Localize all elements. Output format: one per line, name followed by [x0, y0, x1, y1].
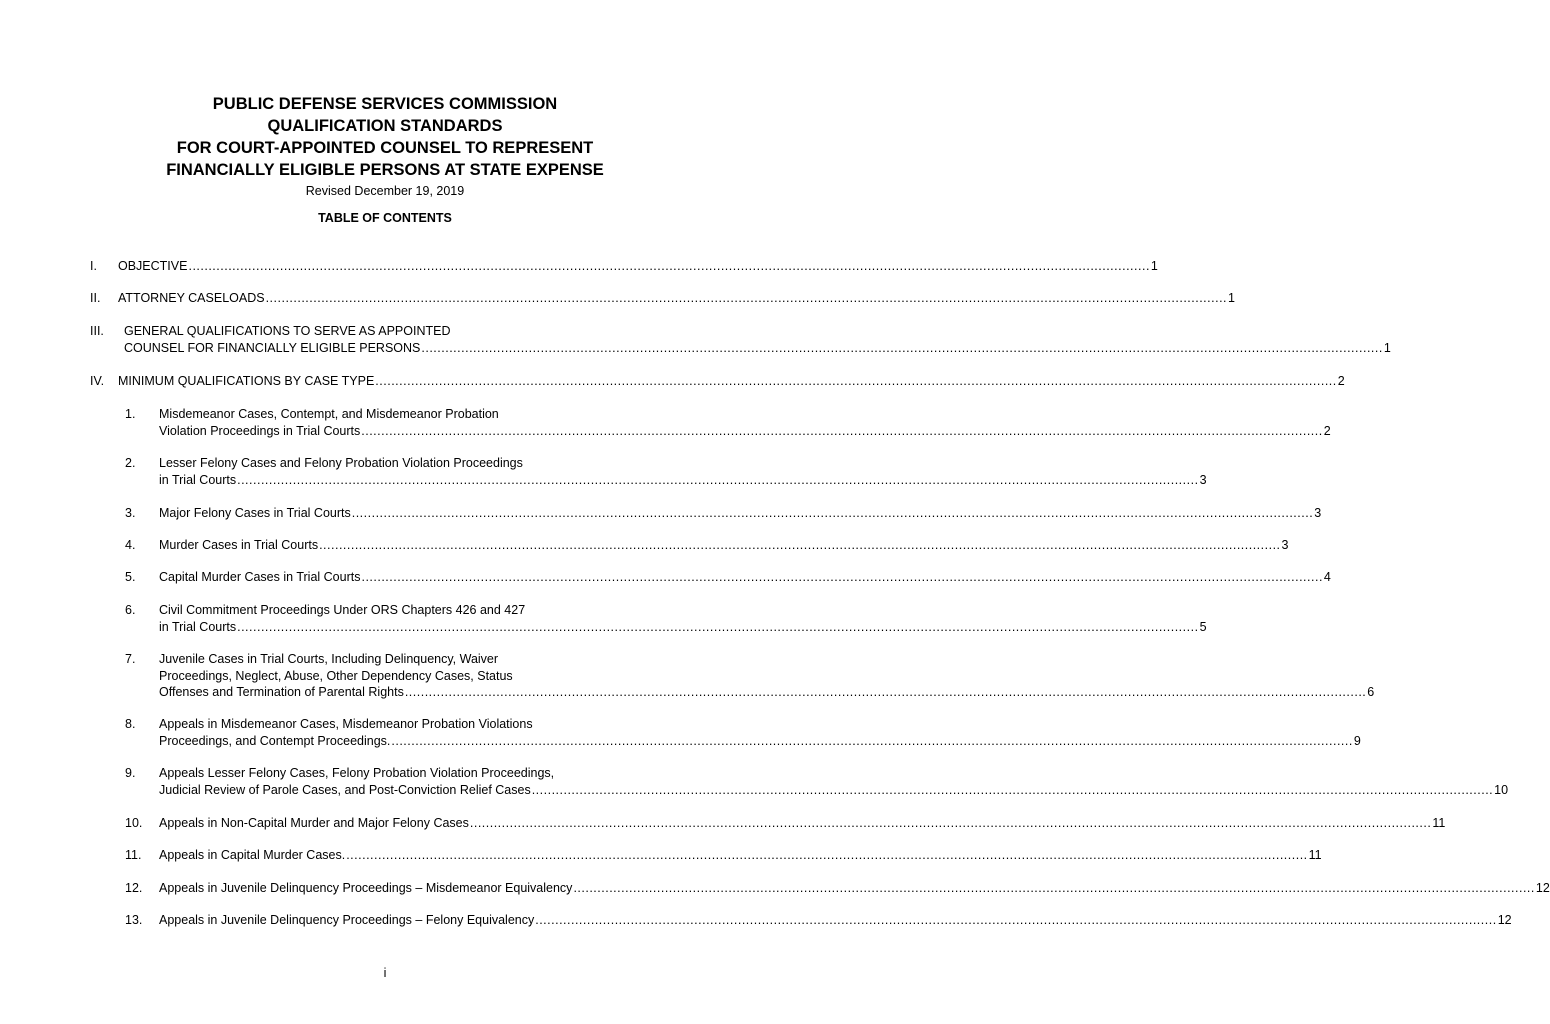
subsection-number: 4.: [125, 538, 136, 552]
toc-subsection[interactable]: [125, 505, 1322, 522]
subsection-number: 10.: [125, 816, 143, 830]
dot-leader: ..................................................................................................................................................................................................................................................: [535, 913, 1497, 927]
dot-leader: ..................................................................................................................................................................................................................................................: [237, 472, 1199, 487]
toc-subsection[interactable]: [125, 651, 1375, 702]
dot-leader: ..................................................................................................................................................................................................................................................: [375, 374, 1337, 388]
subsection-number: 7.: [125, 652, 136, 666]
subsection-title-line: in Trial Courts: [159, 619, 237, 634]
dot-leader: ..................................................................................................................................................................................................................................................: [421, 340, 1383, 355]
toc-section[interactable]: [90, 373, 1345, 390]
subsection-title: Appeals in Capital Murder Cases.: [159, 848, 346, 862]
title-line-3: FOR COURT-APPOINTED COUNSEL TO REPRESENT: [176, 139, 594, 157]
subsection-title: Murder Cases in Trial Courts: [159, 538, 319, 552]
page-ref: 1: [1228, 291, 1235, 305]
title-block: [0, 93, 770, 226]
subsection-number: 5.: [125, 570, 136, 584]
page-ref: 4: [1323, 570, 1331, 584]
page-ref: 2: [1337, 374, 1345, 388]
title-line-2: QUALIFICATION STANDARDS: [267, 117, 503, 135]
subsection-title-line: Misdemeanor Cases, Contempt, and Misdemeanor Probation: [159, 407, 499, 421]
dot-leader: ..................................................................................................................................................................................................................................................: [237, 619, 1199, 634]
subsection-title: Appeals in Juvenile Delinquency Proceedings – Misdemeanor Equivalency: [159, 881, 573, 895]
subsection-title-line: Appeals in Misdemeanor Cases, Misdemeanor Probation Violations: [159, 717, 533, 731]
dot-leader: ..................................................................................................................................................................................................................................................: [361, 570, 1323, 584]
revised-date: Revised December 19, 2019: [305, 184, 465, 198]
subsection-title-line: Lesser Felony Cases and Felony Probation Violation Proceedings: [159, 456, 523, 470]
page-ref: 1: [1150, 259, 1158, 273]
toc-subsection[interactable]: [125, 537, 1289, 554]
page-ref: 2: [1323, 423, 1331, 438]
dot-leader: ..................................................................................................................................................................................................................................................: [531, 782, 1494, 797]
subsection-title: Major Felony Cases in Trial Courts: [159, 506, 351, 520]
page-ref: 3: [1199, 472, 1207, 487]
dot-leader: ..................................................................................................................................................................................................................................................: [188, 259, 1150, 273]
subsection-number: 13.: [125, 913, 143, 927]
section-title: OBJECTIVE: [118, 259, 188, 273]
subsection-title-line: Violation Proceedings in Trial Courts: [159, 423, 361, 438]
section-title-line: GENERAL QUALIFICATIONS TO SERVE AS APPOINTED: [124, 324, 451, 338]
subsection-title: Capital Murder Cases in Trial Courts: [159, 570, 361, 584]
toc-subsection[interactable]: [125, 602, 1207, 636]
toc-subsection[interactable]: [125, 765, 1509, 799]
subsection-number: 1.: [125, 407, 136, 421]
page-ref: 10: [1494, 782, 1509, 797]
toc-section[interactable]: [90, 290, 1235, 307]
toc-subsection[interactable]: [125, 716, 1361, 750]
page-ref: 9: [1353, 733, 1361, 748]
title-line-1: PUBLIC DEFENSE SERVICES COMMISSION: [212, 95, 558, 113]
toc-subsection[interactable]: [125, 406, 1331, 440]
section-number: II.: [90, 291, 101, 305]
subsection-title-line: Appeals Lesser Felony Cases, Felony Probation Violation Proceedings,: [159, 766, 555, 780]
toc-subsection[interactable]: [125, 815, 1446, 832]
subsection-title-line: in Trial Courts: [159, 472, 237, 487]
dot-leader: ..................................................................................................................................................................................................................................................: [346, 848, 1308, 862]
page-ref: 3: [1281, 538, 1289, 552]
subsection-number: 2.: [125, 456, 136, 470]
title-line-4: FINANCIALLY ELIGIBLE PERSONS AT STATE EXPENSE: [166, 161, 604, 179]
toc-subsection[interactable]: [125, 847, 1322, 864]
dot-leader: ..................................................................................................................................................................................................................................................: [469, 816, 1432, 830]
subsection-number: 6.: [125, 603, 136, 617]
toc-subsection[interactable]: [125, 569, 1331, 586]
page-ref: 5: [1199, 619, 1207, 634]
section-title: MINIMUM QUALIFICATIONS BY CASE TYPE: [118, 374, 375, 388]
toc-subsection[interactable]: [125, 455, 1207, 489]
toc-subsection[interactable]: [125, 880, 1550, 897]
dot-leader: ..................................................................................................................................................................................................................................................: [351, 506, 1314, 520]
subsection-title: Appeals in Juvenile Delinquency Proceedings – Felony Equivalency: [159, 913, 535, 927]
section-title-line: COUNSEL FOR FINANCIALLY ELIGIBLE PERSONS: [124, 340, 421, 355]
toc-section[interactable]: [90, 258, 1158, 275]
page-ref: 1: [1383, 340, 1391, 355]
subsection-number: 3.: [125, 506, 136, 520]
subsection-title-line: Juvenile Cases in Trial Courts, Including Delinquency, Waiver: [159, 652, 499, 666]
subsection-title-line: Proceedings, Neglect, Abuse, Other Dependency Cases, Status: [159, 668, 513, 683]
subsection-title-line: Civil Commitment Proceedings Under ORS Chapters 426 and 427: [159, 603, 526, 617]
toc-section[interactable]: [90, 323, 1391, 357]
subsection-title-line: Offenses and Termination of Parental Rights: [159, 685, 404, 699]
page-ref: 3: [1314, 506, 1322, 520]
dot-leader: ..................................................................................................................................................................................................................................................: [573, 881, 1535, 895]
page-ref: 11: [1308, 848, 1322, 862]
subsection-title: Appeals in Non-Capital Murder and Major Felony Cases: [159, 816, 469, 830]
subsection-number: 8.: [125, 717, 136, 731]
section-title: ATTORNEY CASELOADS: [118, 291, 265, 305]
page-ref: 12: [1535, 881, 1550, 895]
dot-leader: ..................................................................................................................................................................................................................................................: [319, 538, 1281, 552]
subsection-number: 12.: [125, 881, 143, 895]
section-number: I.: [90, 259, 97, 273]
dot-leader: ..................................................................................................................................................................................................................................................: [361, 423, 1323, 438]
subsection-title-line: Judicial Review of Parole Cases, and Post-Conviction Relief Cases: [159, 782, 531, 797]
page-ref: 6: [1367, 685, 1375, 699]
page-ref: 12: [1497, 913, 1512, 927]
section-number: IV.: [90, 374, 105, 388]
dot-leader: ..................................................................................................................................................................................................................................................: [404, 685, 1367, 699]
section-number: III.: [90, 324, 104, 338]
dot-leader: ..................................................................................................................................................................................................................................................: [391, 733, 1353, 748]
subsection-number: 9.: [125, 766, 136, 780]
subsection-title-line: Proceedings, and Contempt Proceedings.: [159, 733, 391, 748]
page-ref: 11: [1432, 816, 1446, 830]
dot-leader: ..................................................................................................................................................................................................................................................: [265, 291, 1228, 305]
page-number: i: [383, 966, 387, 980]
subsection-number: 11.: [125, 848, 142, 862]
toc-heading: TABLE OF CONTENTS: [318, 211, 452, 225]
toc-subsection[interactable]: [125, 912, 1512, 929]
